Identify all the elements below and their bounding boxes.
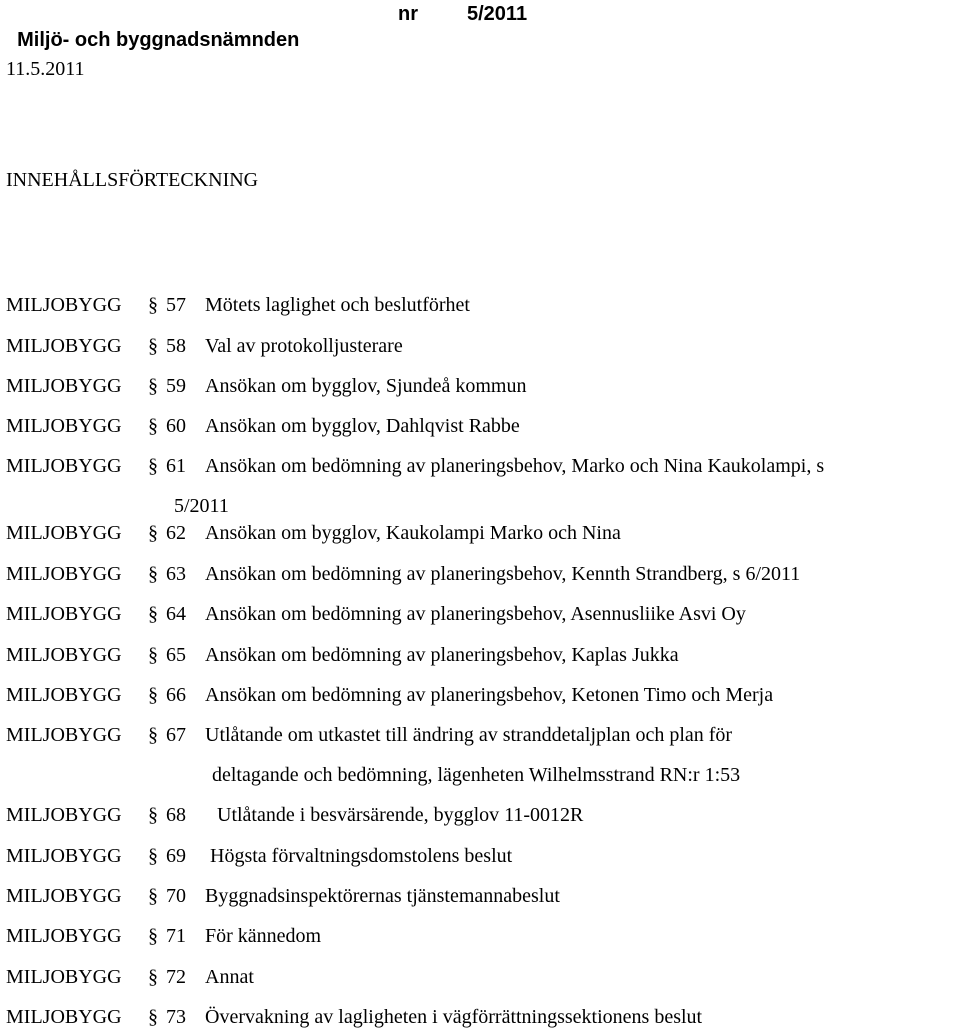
entry-number: 63 (166, 563, 186, 585)
entry-code: MILJOBYGG (6, 563, 122, 585)
entry-code: MILJOBYGG (6, 925, 122, 947)
entry-code: MILJOBYGG (6, 455, 122, 477)
entry-code: MILJOBYGG (6, 294, 122, 316)
entry-code: MILJOBYGG (6, 724, 122, 746)
entry-code: MILJOBYGG (6, 684, 122, 706)
entry-title: Ansökan om bedömning av planeringsbehov, Ketonen Timo och Merja (205, 684, 774, 706)
entry-title: Byggnadsinspektörernas tjänstemannabeslut (205, 885, 560, 907)
entry-number: 65 (166, 644, 186, 666)
section-symbol: § (148, 724, 158, 746)
entry-number: 68 (166, 804, 186, 826)
entry-title: Högsta förvaltningsdomstolens beslut (210, 845, 513, 867)
section-symbol: § (148, 563, 158, 585)
section-symbol: § (148, 415, 158, 437)
section-symbol: § (148, 335, 158, 357)
entry-number: 59 (166, 375, 186, 397)
entry-title: Ansökan om bygglov, Kaukolampi Marko och Nina (205, 522, 621, 544)
entry-number: 57 (166, 294, 186, 316)
entry-code: MILJOBYGG (6, 415, 122, 437)
entry-code: MILJOBYGG (6, 804, 122, 826)
entry-title: För kännedom (205, 925, 322, 947)
entry-code: MILJOBYGG (6, 966, 122, 988)
nr-label: nr (398, 3, 418, 25)
entry-code: MILJOBYGG (6, 644, 122, 666)
committee-name: Miljö- och byggnadsnämnden (17, 29, 300, 51)
entry-number: 67 (166, 724, 186, 746)
section-symbol: § (148, 522, 158, 544)
section-symbol: § (148, 603, 158, 625)
section-symbol: § (148, 1006, 158, 1028)
section-symbol: § (148, 885, 158, 907)
section-symbol: § (148, 375, 158, 397)
section-symbol: § (148, 845, 158, 867)
entry-title: Utlåtande om utkastet till ändring av stranddetaljplan och plan för (205, 724, 733, 746)
entry-code: MILJOBYGG (6, 335, 122, 357)
entry-title: Annat (205, 966, 254, 988)
protocol-number: 5/2011 (467, 3, 528, 25)
entry-number: 69 (166, 845, 186, 867)
entry-number: 70 (166, 885, 186, 907)
entry-number: 72 (166, 966, 186, 988)
entry-title: Ansökan om bedömning av planeringsbehov, Asennusliike Asvi Oy (205, 603, 746, 625)
entry-title: Utlåtande i besvärsärende, bygglov 11-0012R (217, 804, 584, 826)
entry-title: Val av protokolljusterare (205, 335, 403, 357)
entry-number: 58 (166, 335, 186, 357)
entry-title: Ansökan om bygglov, Sjundeå kommun (205, 375, 527, 397)
entry-title: Ansökan om bedömning av planeringsbehov, Kennth Strandberg, s 6/2011 (205, 563, 801, 585)
section-symbol: § (148, 684, 158, 706)
entry-code: MILJOBYGG (6, 845, 122, 867)
entry-number: 60 (166, 415, 186, 437)
entry-title: Mötets laglighet och beslutförhet (205, 294, 470, 316)
section-symbol: § (148, 455, 158, 477)
entry-code: MILJOBYGG (6, 885, 122, 907)
entry-title: Övervakning av lagligheten i vägförrättningssektionens beslut (205, 1006, 703, 1028)
entry-number: 61 (166, 455, 186, 477)
meeting-date: 11.5.2011 (6, 58, 85, 80)
entry-number: 64 (166, 603, 186, 625)
entry-title: Ansökan om bygglov, Dahlqvist Rabbe (205, 415, 520, 437)
entry-number: 62 (166, 522, 186, 544)
entry-code: MILJOBYGG (6, 603, 122, 625)
section-symbol: § (148, 925, 158, 947)
entry-title: Ansökan om bedömning av planeringsbehov, Marko och Nina Kaukolampi, s (205, 455, 825, 477)
entry-code: MILJOBYGG (6, 1006, 122, 1028)
entry-title-continuation: 5/2011 (174, 495, 229, 517)
document-header (6, 1, 528, 105)
toc-title: INNEHÅLLSFÖRTECKNING (6, 169, 259, 191)
entry-title: Ansökan om bedömning av planeringsbehov, Kaplas Jukka (205, 644, 679, 666)
entry-title-continuation: deltagande och bedömning, lägenheten Wilhelmsstrand RN:r 1:53 (212, 764, 741, 786)
section-symbol: § (148, 644, 158, 666)
entry-code: MILJOBYGG (6, 375, 122, 397)
entry-code: MILJOBYGG (6, 522, 122, 544)
section-symbol: § (148, 804, 158, 826)
section-symbol: § (148, 294, 158, 316)
entry-number: 71 (166, 925, 186, 947)
entry-number: 66 (166, 684, 186, 706)
entry-number: 73 (166, 1006, 186, 1028)
section-symbol: § (148, 966, 158, 988)
